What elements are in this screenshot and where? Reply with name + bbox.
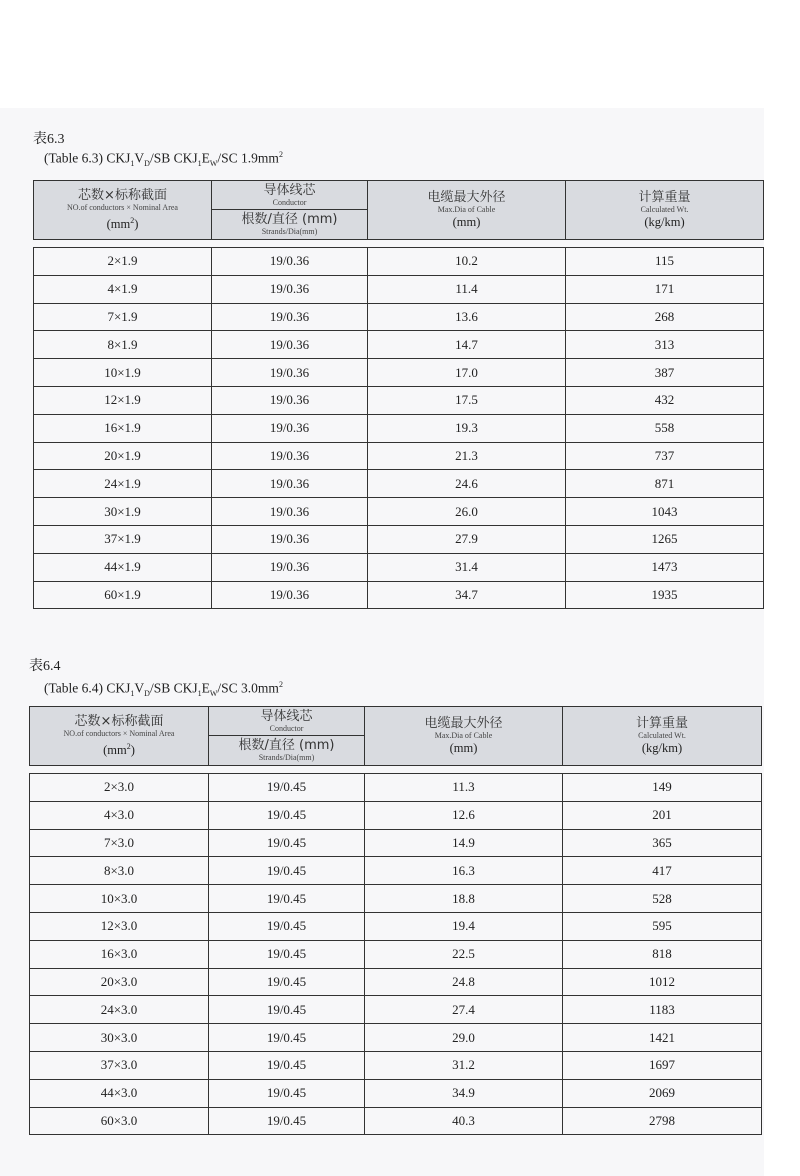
table-row [30,885,762,913]
cell-max-diameter: 11.4 [368,275,566,303]
cell-weight: 1183 [563,996,762,1024]
table-row [34,498,764,526]
table-label: 表6.3 [33,132,65,147]
cell-strands-diameter: 19/0.36 [212,553,368,581]
header-gap [34,240,764,248]
table-row [34,303,764,331]
cell-cores-area: 30×1.9 [34,498,212,526]
cell-max-diameter: 10.2 [368,248,566,276]
header-unit: (mm) [452,215,481,229]
cell-weight: 1697 [563,1051,762,1079]
cell-max-diameter: 18.8 [365,885,563,913]
cell-max-diameter: 14.9 [365,829,563,857]
cell-strands-diameter: 19/0.45 [209,1107,365,1135]
cell-cores-area: 16×1.9 [34,414,212,442]
header-unit: (kg/km) [644,215,685,229]
table-row [30,857,762,885]
table-row [30,1051,762,1079]
cell-strands-diameter: 19/0.45 [209,1079,365,1107]
header-en-label: NO.of conductors × Nominal Area [67,202,178,212]
cell-strands-diameter: 19/0.36 [212,248,368,276]
header-cn-label: 根数/直径 (mm) [241,212,338,227]
cell-weight: 1935 [566,581,764,609]
header-weight [566,181,764,240]
header-row [30,707,762,736]
cell-cores-area: 37×3.0 [30,1051,209,1079]
table-row [34,525,764,553]
header-cn-label: 芯数×标称截面 [78,187,167,203]
cell-strands-diameter: 19/0.36 [212,581,368,609]
cell-max-diameter: 24.8 [365,968,563,996]
cell-cores-area: 16×3.0 [30,940,209,968]
spec-table [29,706,762,1135]
cell-weight: 2798 [563,1107,762,1135]
table-row [34,331,764,359]
cell-strands-diameter: 19/0.36 [212,414,368,442]
cell-max-diameter: 17.5 [368,386,566,414]
cell-weight: 2069 [563,1079,762,1107]
header-en-label: Max.Dia of Cable [437,205,496,214]
table-row [30,801,762,829]
cell-strands-diameter: 19/0.36 [212,386,368,414]
cell-max-diameter: 24.6 [368,470,566,498]
cell-strands-diameter: 19/0.45 [209,968,365,996]
table-row [34,442,764,470]
cell-weight: 201 [563,801,762,829]
cell-weight: 365 [563,829,762,857]
header-en-label: Calculated Wt. [638,731,686,740]
cell-weight: 558 [566,414,764,442]
cell-strands-diameter: 19/0.36 [212,359,368,387]
table-row [30,1079,762,1107]
header-max-diameter [365,707,563,766]
cell-weight: 268 [566,303,764,331]
cell-weight: 313 [566,331,764,359]
cell-cores-area: 24×1.9 [34,470,212,498]
cell-cores-area: 12×1.9 [34,386,212,414]
spec-table [33,180,764,609]
header-gap [30,766,762,774]
cell-max-diameter: 22.5 [365,940,563,968]
cell-weight: 595 [563,912,762,940]
table-title: (Table 6.3) $CKJ_1V_D/SB$ $CKJ_1E_W/SC$ $1.9mm^2$ [44,150,283,169]
header-en-label: Strands/Dia(mm) [258,753,315,762]
cell-strands-diameter: 19/0.36 [212,275,368,303]
table-row [30,1107,762,1135]
header-row [34,181,764,210]
header-en-label: NO.of conductors × Nominal Area [63,728,175,738]
cell-strands-diameter: 19/0.36 [212,442,368,470]
header-cn-label: 计算重量 [638,190,691,205]
cell-max-diameter: 29.0 [365,1024,563,1052]
header-conductor [212,181,368,210]
table-row [30,940,762,968]
cell-max-diameter: 40.3 [365,1107,563,1135]
cell-weight: 387 [566,359,764,387]
cell-strands-diameter: 19/0.45 [209,774,365,802]
cell-max-diameter: 13.6 [368,303,566,331]
cell-weight: 432 [566,386,764,414]
header-unit: (kg/km) [641,741,683,755]
table-title: (Table 6.4) $CKJ_1V_D/SB$ $CKJ_1E_W/SC$ $3.0mm^2$ [44,680,283,699]
cell-weight: 1012 [563,968,762,996]
cell-strands-diameter: 19/0.36 [212,470,368,498]
cell-weight: 1265 [566,525,764,553]
cell-cores-area: 30×3.0 [30,1024,209,1052]
cell-max-diameter: 34.9 [365,1079,563,1107]
cell-cores-area: 12×3.0 [30,912,209,940]
cell-cores-area: 10×3.0 [30,885,209,913]
header-cn-label: 根数/直径 (mm) [238,738,335,753]
cell-max-diameter: 16.3 [365,857,563,885]
cell-weight: 115 [566,248,764,276]
cell-cores-area: 2×1.9 [34,248,212,276]
cell-max-diameter: 34.7 [368,581,566,609]
cell-weight: 149 [563,774,762,802]
header-en-label: Calculated Wt. [640,205,689,214]
cell-strands-diameter: 19/0.45 [209,912,365,940]
cell-max-diameter: 12.6 [365,801,563,829]
cell-strands-diameter: 19/0.36 [212,331,368,359]
cell-max-diameter: 11.3 [365,774,563,802]
cell-cores-area: 37×1.9 [34,525,212,553]
cell-max-diameter: 17.0 [368,359,566,387]
cell-strands-diameter: 19/0.45 [209,829,365,857]
table-row [34,248,764,276]
cell-max-diameter: 19.3 [368,414,566,442]
header-cn-label: 导体线芯 [260,708,313,724]
cell-max-diameter: 31.2 [365,1051,563,1079]
header-cn-label: 电缆最大外径 [427,190,506,205]
cell-cores-area: 7×3.0 [30,829,209,857]
cell-cores-area: 8×3.0 [30,857,209,885]
table-row [30,1024,762,1052]
header-unit: (mm) [449,741,478,755]
cell-cores-area: 24×3.0 [30,996,209,1024]
cell-cores-area: 44×3.0 [30,1079,209,1107]
cell-max-diameter: 14.7 [368,331,566,359]
cell-strands-diameter: 19/0.36 [212,525,368,553]
cell-cores-area: 10×1.9 [34,359,212,387]
cell-max-diameter: 26.0 [368,498,566,526]
table-label: 表6.4 [29,659,61,674]
header-conductor [209,707,365,736]
table-row [30,996,762,1024]
header-strands-diameter [212,210,368,240]
cell-cores-area: 20×1.9 [34,442,212,470]
table-row [34,470,764,498]
cell-weight: 1473 [566,553,764,581]
header-weight [563,707,762,766]
table-row [34,275,764,303]
header-cn-label: 计算重量 [635,716,688,731]
table-row [30,912,762,940]
header-en-label: Conductor [269,723,304,733]
cell-strands-diameter: 19/0.45 [209,1051,365,1079]
cell-cores-area: 44×1.9 [34,553,212,581]
cell-weight: 737 [566,442,764,470]
table-row [34,581,764,609]
cell-strands-diameter: 19/0.45 [209,1024,365,1052]
header-en-label: Max.Dia of Cable [434,731,493,740]
header-cn-label: 导体线芯 [263,182,316,198]
cell-cores-area: 60×1.9 [34,581,212,609]
cell-weight: 1421 [563,1024,762,1052]
cell-cores-area: 60×3.0 [30,1107,209,1135]
cell-strands-diameter: 19/0.45 [209,801,365,829]
header-en-label: Strands/Dia(mm) [261,227,318,236]
cell-strands-diameter: 19/0.45 [209,857,365,885]
header-unit: $(mm^2)$ [106,215,139,232]
header-cn-label: 芯数×标称截面 [74,713,164,729]
cell-cores-area: 7×1.9 [34,303,212,331]
header-max-diameter [368,181,566,240]
cell-max-diameter: 27.4 [365,996,563,1024]
header-strands-diameter [209,736,365,766]
header-cores-area [30,707,209,766]
cell-strands-diameter: 19/0.36 [212,303,368,331]
cell-weight: 528 [563,885,762,913]
table-row [34,359,764,387]
table-row [30,829,762,857]
cell-weight: 818 [563,940,762,968]
cell-strands-diameter: 19/0.45 [209,940,365,968]
cell-max-diameter: 21.3 [368,442,566,470]
table-row [34,553,764,581]
header-cores-area [34,181,212,240]
table-row [30,968,762,996]
cell-strands-diameter: 19/0.45 [209,885,365,913]
cell-cores-area: 4×3.0 [30,801,209,829]
cell-weight: 417 [563,857,762,885]
cell-cores-area: 8×1.9 [34,331,212,359]
header-unit: $(mm^2)$ [103,741,135,758]
cell-cores-area: 2×3.0 [30,774,209,802]
table-row [30,774,762,802]
cell-strands-diameter: 19/0.45 [209,996,365,1024]
header-cn-label: 电缆最大外径 [424,716,503,731]
cell-strands-diameter: 19/0.36 [212,498,368,526]
table-row [34,386,764,414]
table-row [34,414,764,442]
cell-cores-area: 20×3.0 [30,968,209,996]
header-en-label: Conductor [272,197,307,207]
cell-max-diameter: 27.9 [368,525,566,553]
cell-weight: 1043 [566,498,764,526]
cell-max-diameter: 31.4 [368,553,566,581]
cell-weight: 871 [566,470,764,498]
cell-cores-area: 4×1.9 [34,275,212,303]
cell-max-diameter: 19.4 [365,912,563,940]
cell-weight: 171 [566,275,764,303]
